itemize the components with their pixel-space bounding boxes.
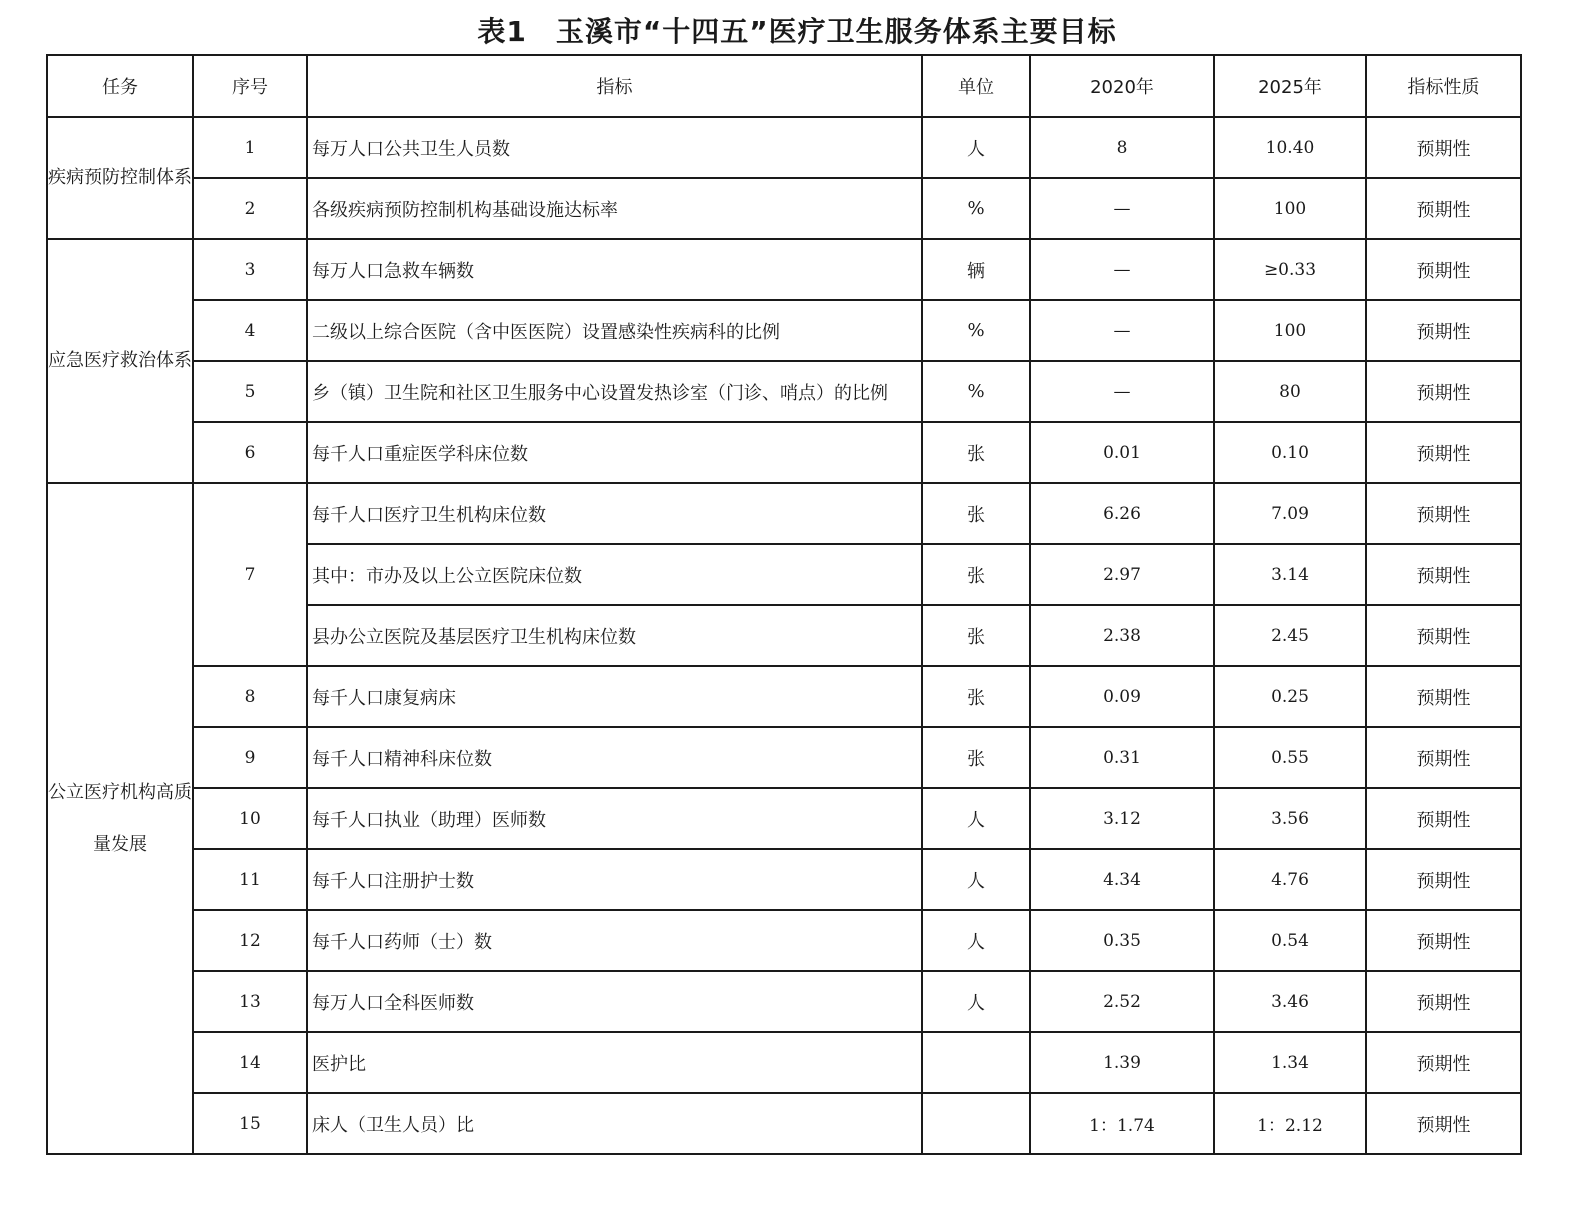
seq-cell: 15 <box>193 1093 307 1154</box>
nature-cell: 预期性 <box>1366 544 1521 605</box>
table-row <box>47 666 1521 727</box>
value-2025-cell: 0.25 <box>1214 666 1366 727</box>
indicator-cell: 每千人口药师（士）数 <box>307 910 922 971</box>
value-2020-cell: 0.09 <box>1030 666 1214 727</box>
targets-table <box>46 54 1522 1155</box>
unit-cell: 张 <box>922 544 1030 605</box>
task-cell: 应急医疗救治体系 <box>47 239 193 483</box>
indicator-cell: 每千人口精神科床位数 <box>307 727 922 788</box>
value-2020-cell: 1.39 <box>1030 1032 1214 1093</box>
seq-cell: 11 <box>193 849 307 910</box>
seq-cell: 14 <box>193 1032 307 1093</box>
nature-cell: 预期性 <box>1366 361 1521 422</box>
header-unit: 单位 <box>922 55 1030 117</box>
value-2020-cell: — <box>1030 178 1214 239</box>
seq-cell: 10 <box>193 788 307 849</box>
unit-cell <box>922 1093 1030 1154</box>
unit-cell: % <box>922 300 1030 361</box>
indicator-cell: 每千人口执业（助理）医师数 <box>307 788 922 849</box>
value-2020-cell: 1：1.74 <box>1030 1093 1214 1154</box>
unit-cell <box>922 1032 1030 1093</box>
nature-cell: 预期性 <box>1366 117 1521 178</box>
value-2025-cell: 100 <box>1214 178 1366 239</box>
indicator-cell: 床人（卫生人员）比 <box>307 1093 922 1154</box>
indicator-cell: 医护比 <box>307 1032 922 1093</box>
seq-cell: 2 <box>193 178 307 239</box>
value-2020-cell: — <box>1030 361 1214 422</box>
task-cell: 公立医疗机构高质量发展 <box>47 483 193 1154</box>
value-2020-cell: 4.34 <box>1030 849 1214 910</box>
table-row <box>47 117 1521 178</box>
seq-cell: 3 <box>193 239 307 300</box>
value-2025-cell: 10.40 <box>1214 117 1366 178</box>
seq-cell: 5 <box>193 361 307 422</box>
unit-cell: 人 <box>922 117 1030 178</box>
value-2025-cell: 0.54 <box>1214 910 1366 971</box>
table-row <box>47 300 1521 361</box>
header-2020: 2020年 <box>1030 55 1214 117</box>
table-row <box>47 422 1521 483</box>
seq-cell: 7 <box>193 483 307 666</box>
value-2025-cell: 0.10 <box>1214 422 1366 483</box>
value-2025-cell: 3.46 <box>1214 971 1366 1032</box>
value-2020-cell: 0.01 <box>1030 422 1214 483</box>
nature-cell: 预期性 <box>1366 727 1521 788</box>
seq-cell: 13 <box>193 971 307 1032</box>
header-2025: 2025年 <box>1214 55 1366 117</box>
indicator-cell: 其中：市办及以上公立医院床位数 <box>307 544 922 605</box>
unit-cell: 张 <box>922 422 1030 483</box>
value-2025-cell: 4.76 <box>1214 849 1366 910</box>
value-2025-cell: 100 <box>1214 300 1366 361</box>
unit-cell: % <box>922 178 1030 239</box>
header-task: 任务 <box>47 55 193 117</box>
value-2025-cell: 7.09 <box>1214 483 1366 544</box>
unit-cell: 张 <box>922 666 1030 727</box>
value-2020-cell: — <box>1030 239 1214 300</box>
nature-cell: 预期性 <box>1366 849 1521 910</box>
seq-cell: 4 <box>193 300 307 361</box>
table-row <box>47 239 1521 300</box>
indicator-cell: 每万人口急救车辆数 <box>307 239 922 300</box>
table-row <box>47 727 1521 788</box>
value-2020-cell: — <box>1030 300 1214 361</box>
value-2025-cell: ≥0.33 <box>1214 239 1366 300</box>
value-2020-cell: 2.97 <box>1030 544 1214 605</box>
value-2020-cell: 0.31 <box>1030 727 1214 788</box>
indicator-cell: 二级以上综合医院（含中医医院）设置感染性疾病科的比例 <box>307 300 922 361</box>
nature-cell: 预期性 <box>1366 1093 1521 1154</box>
nature-cell: 预期性 <box>1366 666 1521 727</box>
indicator-cell: 每万人口公共卫生人员数 <box>307 117 922 178</box>
seq-cell: 8 <box>193 666 307 727</box>
nature-cell: 预期性 <box>1366 483 1521 544</box>
value-2025-cell: 80 <box>1214 361 1366 422</box>
value-2025-cell: 3.14 <box>1214 544 1366 605</box>
header-nature: 指标性质 <box>1366 55 1521 117</box>
value-2025-cell: 2.45 <box>1214 605 1366 666</box>
nature-cell: 预期性 <box>1366 971 1521 1032</box>
table-row <box>47 910 1521 971</box>
value-2020-cell: 0.35 <box>1030 910 1214 971</box>
indicator-cell: 每千人口医疗卫生机构床位数 <box>307 483 922 544</box>
indicator-cell: 每千人口注册护士数 <box>307 849 922 910</box>
table-row <box>47 1032 1521 1093</box>
unit-cell: % <box>922 361 1030 422</box>
indicator-cell: 县办公立医院及基层医疗卫生机构床位数 <box>307 605 922 666</box>
nature-cell: 预期性 <box>1366 178 1521 239</box>
value-2025-cell: 1：2.12 <box>1214 1093 1366 1154</box>
value-2020-cell: 2.52 <box>1030 971 1214 1032</box>
unit-cell: 人 <box>922 849 1030 910</box>
table-row <box>47 178 1521 239</box>
value-2020-cell: 3.12 <box>1030 788 1214 849</box>
seq-cell: 6 <box>193 422 307 483</box>
nature-cell: 预期性 <box>1366 239 1521 300</box>
header-seq: 序号 <box>193 55 307 117</box>
value-2025-cell: 1.34 <box>1214 1032 1366 1093</box>
unit-cell: 张 <box>922 605 1030 666</box>
nature-cell: 预期性 <box>1366 300 1521 361</box>
indicator-cell: 各级疾病预防控制机构基础设施达标率 <box>307 178 922 239</box>
value-2020-cell: 6.26 <box>1030 483 1214 544</box>
indicator-cell: 乡（镇）卫生院和社区卫生服务中心设置发热诊室（门诊、哨点）的比例 <box>307 361 922 422</box>
value-2020-cell: 8 <box>1030 117 1214 178</box>
nature-cell: 预期性 <box>1366 422 1521 483</box>
table-row <box>47 788 1521 849</box>
unit-cell: 张 <box>922 483 1030 544</box>
seq-cell: 1 <box>193 117 307 178</box>
seq-cell: 12 <box>193 910 307 971</box>
nature-cell: 预期性 <box>1366 605 1521 666</box>
unit-cell: 人 <box>922 788 1030 849</box>
indicator-cell: 每千人口重症医学科床位数 <box>307 422 922 483</box>
table-row <box>47 849 1521 910</box>
nature-cell: 预期性 <box>1366 1032 1521 1093</box>
table-row <box>47 361 1521 422</box>
seq-cell: 9 <box>193 727 307 788</box>
indicator-cell: 每千人口康复病床 <box>307 666 922 727</box>
value-2020-cell: 2.38 <box>1030 605 1214 666</box>
table-row <box>47 971 1521 1032</box>
unit-cell: 人 <box>922 910 1030 971</box>
table-row <box>47 483 1521 544</box>
unit-cell: 辆 <box>922 239 1030 300</box>
value-2025-cell: 3.56 <box>1214 788 1366 849</box>
header-indicator: 指标 <box>307 55 922 117</box>
indicator-cell: 每万人口全科医师数 <box>307 971 922 1032</box>
task-cell: 疾病预防控制体系 <box>47 117 193 239</box>
unit-cell: 人 <box>922 971 1030 1032</box>
header-row <box>47 55 1521 117</box>
nature-cell: 预期性 <box>1366 910 1521 971</box>
table-row <box>47 1093 1521 1154</box>
nature-cell: 预期性 <box>1366 788 1521 849</box>
unit-cell: 张 <box>922 727 1030 788</box>
value-2025-cell: 0.55 <box>1214 727 1366 788</box>
table-title: 表1 玉溪市“十四五”医疗卫生服务体系主要目标 <box>477 15 1117 48</box>
